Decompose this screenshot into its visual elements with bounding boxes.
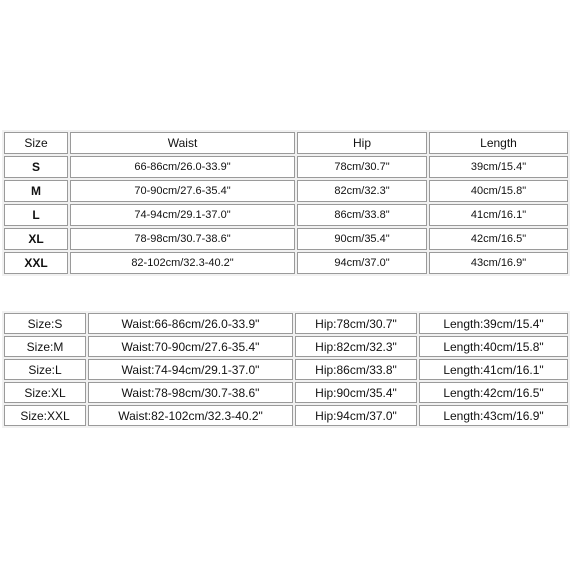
header-waist: Waist — [70, 132, 295, 154]
table-row — [4, 313, 568, 334]
table-row — [4, 382, 568, 403]
size-cell: Size:S — [4, 313, 86, 334]
hip-cell: 78cm/30.7" — [297, 156, 427, 178]
length-cell: 40cm/15.8" — [429, 180, 568, 202]
hip-cell: Hip:90cm/35.4" — [295, 382, 417, 403]
size-cell: M — [4, 180, 68, 202]
hip-cell: Hip:86cm/33.8" — [295, 359, 417, 380]
header-length: Length — [429, 132, 568, 154]
waist-cell: 74-94cm/29.1-37.0" — [70, 204, 295, 226]
table-row — [4, 156, 568, 178]
hip-cell: 86cm/33.8" — [297, 204, 427, 226]
header-row — [4, 132, 568, 154]
table-row — [4, 336, 568, 357]
waist-cell: Waist:66-86cm/26.0-33.9" — [88, 313, 293, 334]
table-row — [4, 228, 568, 250]
length-cell: Length:42cm/16.5" — [419, 382, 568, 403]
waist-cell: Waist:78-98cm/30.7-38.6" — [88, 382, 293, 403]
table-row — [4, 252, 568, 274]
waist-cell: 66-86cm/26.0-33.9" — [70, 156, 295, 178]
length-cell: 43cm/16.9" — [429, 252, 568, 274]
size-cell: L — [4, 204, 68, 226]
length-cell: 39cm/15.4" — [429, 156, 568, 178]
length-cell: 42cm/16.5" — [429, 228, 568, 250]
size-cell: Size:L — [4, 359, 86, 380]
waist-cell: 82-102cm/32.3-40.2" — [70, 252, 295, 274]
length-cell: Length:39cm/15.4" — [419, 313, 568, 334]
length-cell: Length:43cm/16.9" — [419, 405, 568, 426]
header-size: Size — [4, 132, 68, 154]
table-row — [4, 359, 568, 380]
size-cell: Size:XXL — [4, 405, 86, 426]
size-cell: Size:XL — [4, 382, 86, 403]
waist-cell: 78-98cm/30.7-38.6" — [70, 228, 295, 250]
waist-cell: Waist:70-90cm/27.6-35.4" — [88, 336, 293, 357]
waist-cell: Waist:74-94cm/29.1-37.0" — [88, 359, 293, 380]
table-row — [4, 180, 568, 202]
size-cell: S — [4, 156, 68, 178]
length-cell: Length:40cm/15.8" — [419, 336, 568, 357]
hip-cell: 90cm/35.4" — [297, 228, 427, 250]
waist-cell: Waist:82-102cm/32.3-40.2" — [88, 405, 293, 426]
size-cell: Size:M — [4, 336, 86, 357]
hip-cell: Hip:78cm/30.7" — [295, 313, 417, 334]
size-chart-table — [2, 130, 570, 276]
table-row — [4, 405, 568, 426]
size-chart-labeled-table — [2, 311, 570, 428]
waist-cell: 70-90cm/27.6-35.4" — [70, 180, 295, 202]
length-cell: 41cm/16.1" — [429, 204, 568, 226]
length-cell: Length:41cm/16.1" — [419, 359, 568, 380]
hip-cell: 94cm/37.0" — [297, 252, 427, 274]
header-hip: Hip — [297, 132, 427, 154]
hip-cell: Hip:82cm/32.3" — [295, 336, 417, 357]
hip-cell: Hip:94cm/37.0" — [295, 405, 417, 426]
hip-cell: 82cm/32.3" — [297, 180, 427, 202]
table-row — [4, 204, 568, 226]
size-cell: XXL — [4, 252, 68, 274]
size-cell: XL — [4, 228, 68, 250]
